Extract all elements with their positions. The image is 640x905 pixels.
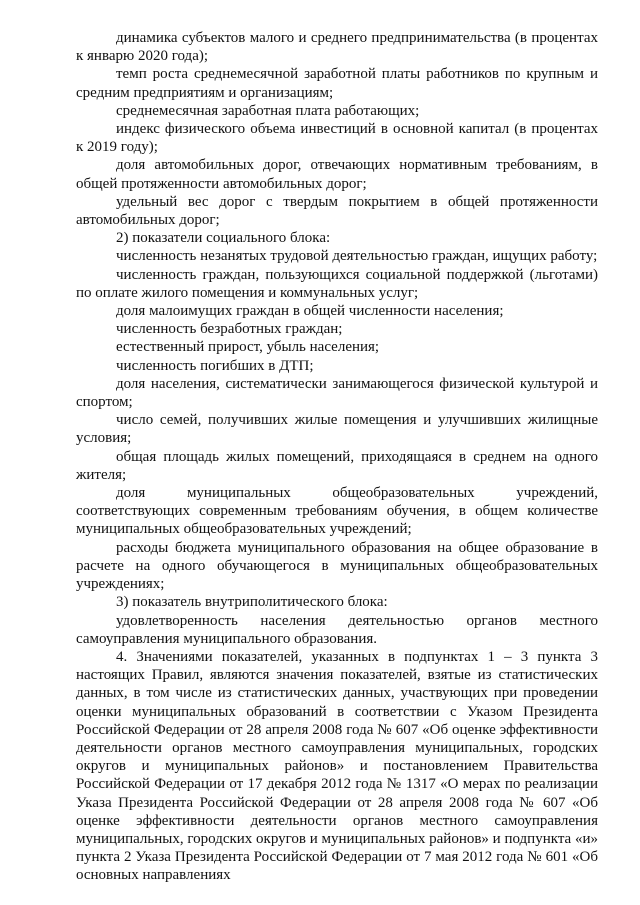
paragraph-5: доля автомобильных дорог, отвечающих нормативным требованиям, в общей протяженности автомобильных дорог; [76, 157, 598, 192]
paragraph-14: доля населения, систематически занимающегося физической культурой и спортом; [76, 375, 598, 411]
paragraph-18: расходы бюджета муниципального образования на общее образование в расчете на одного обучающегося в муниципальных общеобразовательных учреждениях; [76, 539, 598, 593]
paragraph-1: динамика субъектов малого и среднего предпринимательства (в процентах к январю 2020 года); [76, 30, 598, 65]
paragraph-15: число семей, получивших жилые помещения и улучшивших жилищные условия; [76, 412, 598, 447]
paragraph-19: 3) показатель внутриполитического блока: [116, 594, 388, 611]
paragraph-13: численность погибших в ДТП; [116, 357, 314, 374]
paragraph-2: темп роста среднемесячной заработной платы работников по крупным и средним предприятиям и организациям; [76, 66, 598, 101]
paragraph-7: 2) показатели социального блока: [116, 230, 331, 247]
paragraph-6: удельный вес дорог с твердым покрытием в общей протяженности автомобильных дорог; [76, 193, 598, 229]
paragraph-16: общая площадь жилых помещений, приходящаяся в среднем на одного жителя; [76, 448, 598, 483]
paragraph-3: среднемесячная заработная плата работающих; [116, 102, 420, 119]
paragraph-8: численность незанятых трудовой деятельностью граждан, ищущих работу; [116, 248, 598, 265]
paragraph-21: 4. Значениями показателей, указанных в подпунктах 1 – 3 пункта 3 настоящих Правил, являются значения показателей, взятые из статистических данных, в том числе из статистических данных, участвующих при проведении оценки муниципальных образований в соответствии с Указом Президента Российской Федерации от 28 апреля 2008 года № 607 «Об оценке эффективности деятельности органов местного самоуправления муниципальных, городских округов и муниципальных районов» и постановлением Правительства Российской Федерации от 17 декабря 2012 года № 1317 «О мерах по реализации Указа Президента Российской Федерации от 28 апреля 2008 года № 607 «Об оценке эффективности деятельности органов местного самоуправления муниципальных, городских округов и муниципальных районов» и подпункта «и» пункта 2 Указа Президента Российской Федерации от 7 мая 2012 года № 601 «Об основных направлениях [76, 648, 598, 884]
paragraph-17: доля муниципальных общеобразовательных учреждений, соответствующих современным требованиям обучения, в общем количестве муниципальных общеобразовательных учреждений; [76, 485, 598, 538]
paragraph-20: удовлетворенность населения деятельностью органов местного самоуправления муниципального образования. [76, 612, 598, 647]
paragraph-10: доля малоимущих граждан в общей численности населения; [116, 303, 504, 320]
paragraph-12: естественный прирост, убыль населения; [116, 339, 380, 356]
paragraph-4: индекс физического объема инвестиций в основной капитал (в процентах к 2019 году); [76, 121, 598, 156]
paragraph-11: численность безработных граждан; [116, 321, 343, 338]
paragraph-9: численность граждан, пользующихся социальной поддержкой (льготами) по оплате жилого помещения и коммунальных услуг; [76, 266, 598, 301]
